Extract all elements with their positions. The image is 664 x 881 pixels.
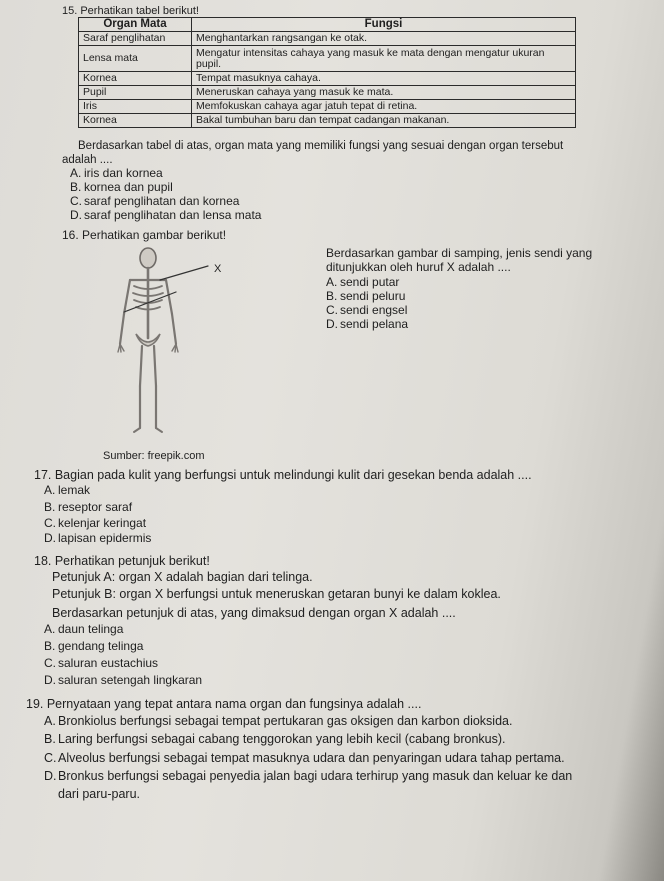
option-letter: D.: [70, 208, 82, 222]
table-cell-organ: Saraf penglihatan: [79, 32, 192, 46]
q19-stem: 19. Pernyataan yang tepat antara nama organ dan fungsinya adalah ....: [26, 697, 422, 711]
option-text: saluran setengah lingkaran: [58, 673, 203, 687]
option-letter: B.: [44, 500, 56, 514]
option-text: lemak: [58, 483, 91, 497]
q18-option-a[interactable]: [44, 622, 123, 636]
q18-hint-b: Petunjuk B: organ X berfungsi untuk meneruskan getaran bunyi ke dalam koklea.: [52, 587, 501, 601]
table-row: [79, 72, 576, 86]
table-row: [79, 100, 576, 114]
option-text: daun telinga: [58, 622, 124, 636]
option-letter: C.: [70, 194, 82, 208]
option-text: sendi pelana: [340, 317, 409, 331]
option-letter: A.: [44, 483, 56, 497]
table-cell-organ: Pupil: [79, 86, 192, 100]
table-row: [79, 32, 576, 46]
q16-option-d[interactable]: [326, 317, 408, 331]
table-cell-fungsi: Bakal tumbuhan baru dan tempat cadangan makanan.: [192, 114, 576, 128]
option-text: sendi engsel: [340, 303, 408, 317]
q16-stem-line2: ditunjukkan oleh huruf X adalah ....: [326, 260, 511, 274]
option-letter: C.: [44, 751, 57, 765]
option-text: Bronkus berfungsi sebagai penyedia jalan bagi udara terhirup yang masuk dan keluar ke dan: [58, 769, 573, 783]
table-cell-fungsi: Mengatur intensitas cahaya yang masuk ke mata dengan mengatur ukuran pupil.: [192, 46, 576, 72]
option-text: gendang telinga: [58, 639, 144, 653]
table-row: [79, 114, 576, 128]
option-letter: B.: [44, 732, 56, 746]
option-text: sendi putar: [340, 275, 400, 289]
q15-intro: 15. Perhatikan tabel berikut!: [62, 5, 199, 17]
q16-option-a[interactable]: [326, 275, 399, 289]
q16-intro: 16. Perhatikan gambar berikut!: [62, 228, 227, 242]
skeleton-illustration: [100, 246, 210, 441]
q18-stem: Berdasarkan petunjuk di atas, yang dimaksud dengan organ X adalah ....: [52, 606, 456, 620]
image-source: Sumber: freepik.com: [103, 450, 205, 462]
marker-x-label: X: [214, 263, 222, 275]
q17-option-a[interactable]: [44, 483, 90, 497]
option-text: lapisan epidermis: [58, 531, 152, 545]
table-cell-fungsi: Memfokuskan cahaya agar jatuh tepat di retina.: [192, 100, 576, 114]
option-letter: D.: [44, 673, 56, 687]
option-letter: C.: [44, 656, 56, 670]
table-header-row: [79, 18, 576, 32]
option-text: reseptor saraf: [58, 500, 133, 514]
option-text: saraf penglihatan dan kornea: [84, 194, 240, 208]
option-letter: B.: [44, 639, 56, 653]
q16-stem-line1: Berdasarkan gambar di samping, jenis sendi yang: [326, 246, 593, 260]
table-cell-organ: Kornea: [79, 114, 192, 128]
q18-intro: 18. Perhatikan petunjuk berikut!: [34, 554, 210, 568]
table-row: [79, 86, 576, 100]
option-letter: D.: [44, 769, 57, 783]
option-text: Bronkiolus berfungsi sebagai tempat pertukaran gas oksigen dan karbon dioksida.: [58, 714, 513, 728]
q15-stem-line2: adalah ....: [62, 154, 113, 166]
q15-option-d[interactable]: [70, 208, 261, 222]
q18-option-d[interactable]: [44, 673, 202, 687]
table-cell-fungsi: Menghantarkan rangsangan ke otak.: [192, 32, 576, 46]
option-text: iris dan kornea: [84, 166, 163, 180]
option-text: kornea dan pupil: [84, 180, 173, 194]
q17-stem: 17. Bagian pada kulit yang berfungsi untuk melindungi kulit dari gesekan benda adalah ....: [34, 468, 532, 482]
option-text: Laring berfungsi sebagai cabang tenggorokan yang lebih kecil (cabang bronkus).: [58, 732, 506, 746]
option-letter: A.: [326, 275, 338, 289]
option-letter: A.: [70, 166, 82, 180]
q15-stem-line1: Berdasarkan tabel di atas, organ mata yang memiliki fungsi yang sesuai dengan organ tersebut: [78, 140, 564, 152]
q19-option-b[interactable]: [44, 732, 506, 746]
q17-option-d[interactable]: [44, 531, 151, 545]
q17-option-c[interactable]: [44, 516, 146, 530]
q19-option-d[interactable]: [44, 769, 572, 783]
q19-option-d-cont: dari paru-paru.: [58, 787, 140, 801]
table-cell-organ: Lensa mata: [79, 46, 192, 72]
option-letter: B.: [70, 180, 82, 194]
q15-option-b[interactable]: [70, 180, 173, 194]
table-cell-fungsi: Tempat masuknya cahaya.: [192, 72, 576, 86]
q15-option-c[interactable]: [70, 194, 239, 208]
option-letter: B.: [326, 289, 338, 303]
option-letter: D.: [326, 317, 338, 331]
q16-option-c[interactable]: [326, 303, 407, 317]
q18-option-c[interactable]: [44, 656, 158, 670]
organ-table: [78, 17, 576, 128]
q16-option-b[interactable]: [326, 289, 405, 303]
option-letter: A.: [44, 622, 56, 636]
q18-hint-a: Petunjuk A: organ X adalah bagian dari telinga.: [52, 570, 313, 584]
option-text: kelenjar keringat: [58, 516, 147, 530]
table-header-organ: Organ Mata: [79, 18, 192, 32]
option-letter: D.: [44, 531, 56, 545]
q19-option-c[interactable]: [44, 751, 565, 765]
q15-option-a[interactable]: [70, 166, 163, 180]
option-letter: C.: [326, 303, 338, 317]
table-header-fungsi: Fungsi: [192, 18, 576, 32]
option-text: Alveolus berfungsi sebagai tempat masuknya udara dan penyaringan udara tahap pertama.: [58, 751, 565, 765]
option-text: saluran eustachius: [58, 656, 159, 670]
q19-option-a[interactable]: [44, 714, 512, 728]
option-text: sendi peluru: [340, 289, 406, 303]
option-letter: C.: [44, 516, 56, 530]
q18-option-b[interactable]: [44, 639, 143, 653]
option-letter: A.: [44, 714, 56, 728]
table-cell-organ: Kornea: [79, 72, 192, 86]
table-cell-organ: Iris: [79, 100, 192, 114]
option-text: saraf penglihatan dan lensa mata: [84, 208, 262, 222]
table-cell-fungsi: Meneruskan cahaya yang masuk ke mata.: [192, 86, 576, 100]
q17-option-b[interactable]: [44, 500, 132, 514]
table-row: [79, 46, 576, 72]
